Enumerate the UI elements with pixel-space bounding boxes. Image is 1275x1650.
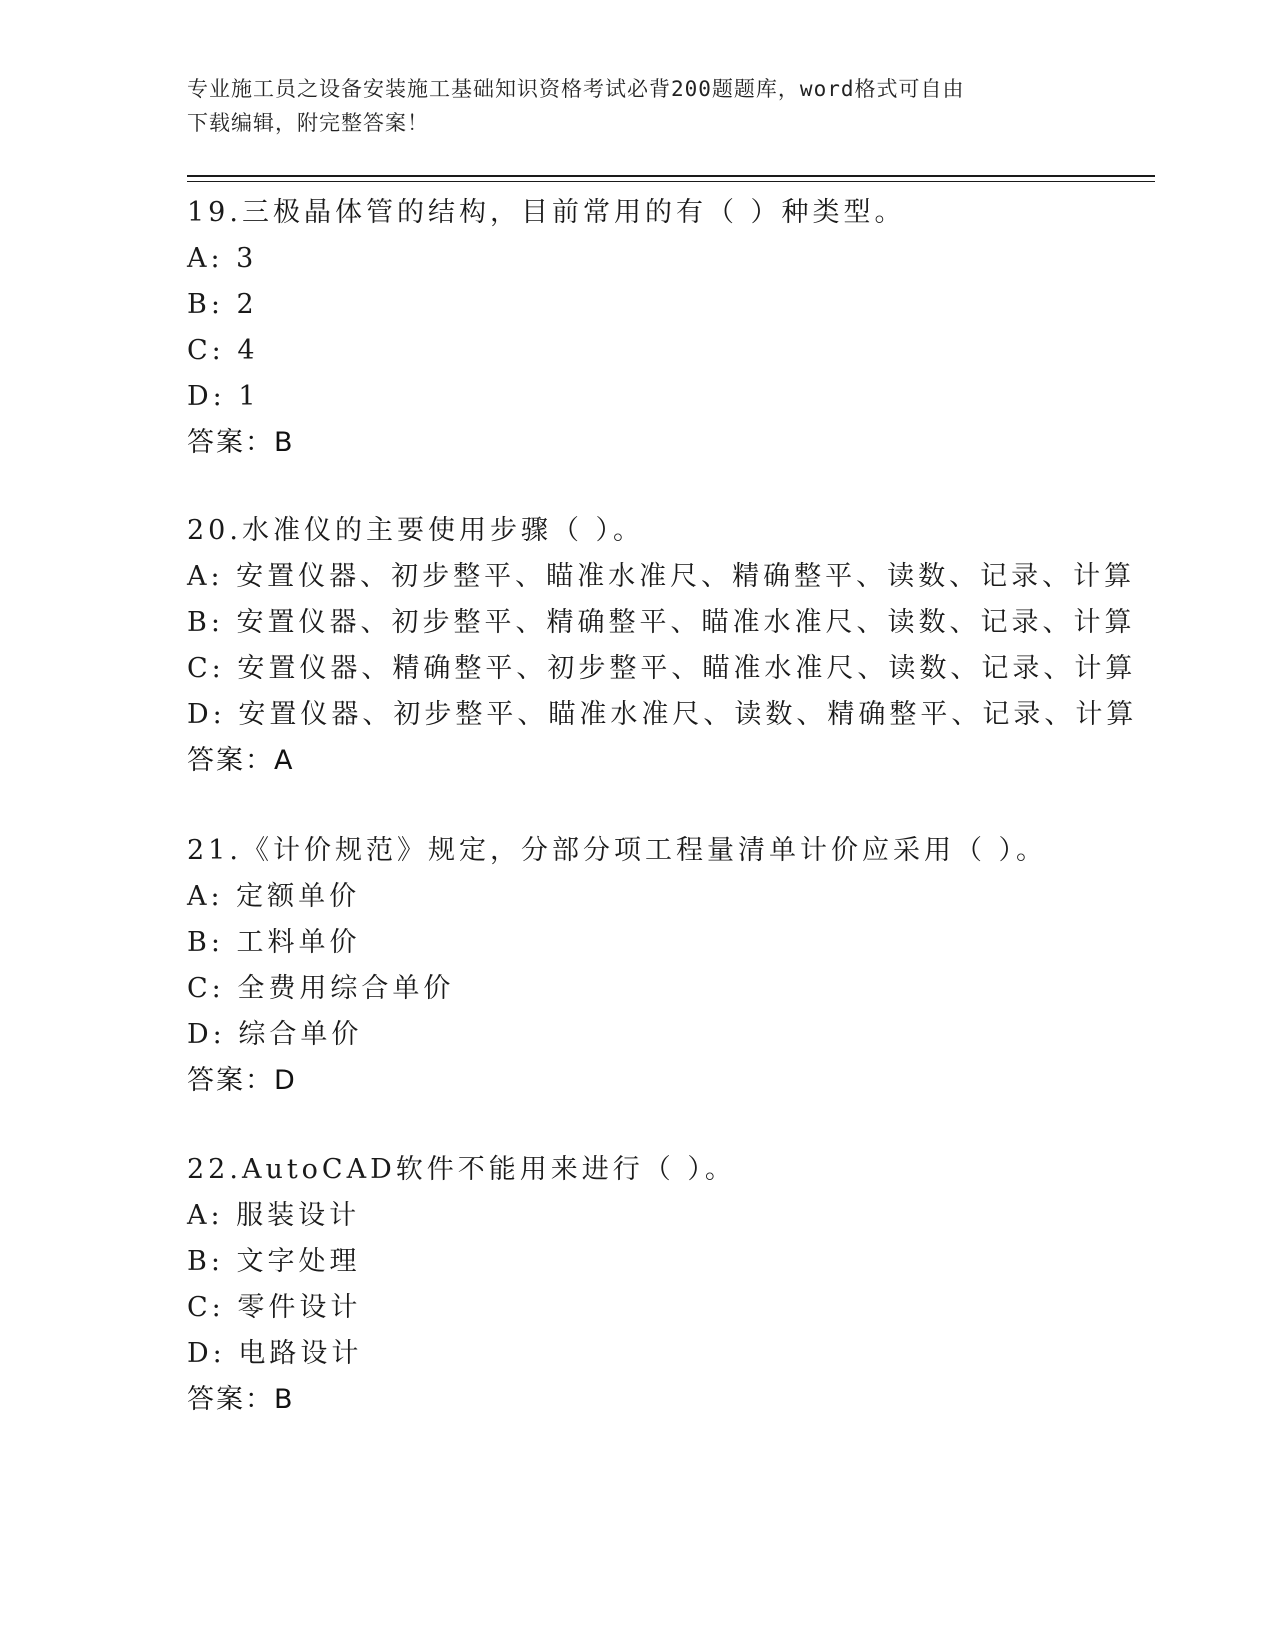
question-stem: 21.《计价规范》规定，分部分项工程量清单计价应采用（ ）。: [187, 835, 1048, 866]
option-b: B: 工料单价: [187, 927, 361, 958]
document-header: [187, 72, 1067, 140]
header-rule-thin: [187, 181, 1155, 182]
question-stem: 20.水准仪的主要使用步骤（ ）。: [187, 515, 645, 546]
question-22: [187, 1147, 1147, 1423]
option-d: D: 综合单价: [187, 1019, 363, 1050]
question-21: [187, 828, 1147, 1104]
option-c: C: 安置仪器、精确整平、初步整平、瞄准水准尺、读数、记录、计算: [187, 653, 1137, 684]
answer-label: 答案：B: [187, 1384, 295, 1415]
option-d: D: 电路设计: [187, 1338, 363, 1369]
option-d: D: 1: [187, 381, 260, 412]
option-a: A: 安置仪器、初步整平、瞄准水准尺、精确整平、读数、记录、计算: [187, 561, 1136, 592]
option-d: D: 安置仪器、初步整平、瞄准水准尺、读数、精确整平、记录、计算: [187, 699, 1138, 730]
option-b: B: 文字处理: [187, 1246, 361, 1277]
header-line-2: 下载编辑，附完整答案！: [187, 111, 429, 135]
question-stem: 19.三极晶体管的结构，目前常用的有（ ）种类型。: [187, 197, 906, 228]
header-line-1: 专业施工员之设备安装施工基础知识资格考试必背200题题库，word格式可自由: [187, 77, 965, 101]
option-c: C: 零件设计: [187, 1292, 362, 1323]
option-c: C: 全费用综合单价: [187, 973, 455, 1004]
answer-label: 答案：B: [187, 427, 295, 458]
question-19: [187, 190, 1147, 466]
option-a: A: 定额单价: [187, 881, 361, 912]
answer-label: 答案：D: [187, 1065, 297, 1096]
option-b: B: 2: [187, 289, 258, 320]
header-rule-thick: [187, 175, 1155, 177]
option-a: A: 服装设计: [187, 1200, 361, 1231]
option-c: C: 4: [187, 335, 259, 366]
answer-label: 答案：A: [187, 745, 295, 776]
option-a: A: 3: [187, 243, 258, 274]
question-stem: 22.AutoCAD软件不能用来进行（ ）。: [187, 1154, 736, 1185]
question-20: [187, 508, 1147, 784]
option-b: B: 安置仪器、初步整平、精确整平、瞄准水准尺、读数、记录、计算: [187, 607, 1136, 638]
